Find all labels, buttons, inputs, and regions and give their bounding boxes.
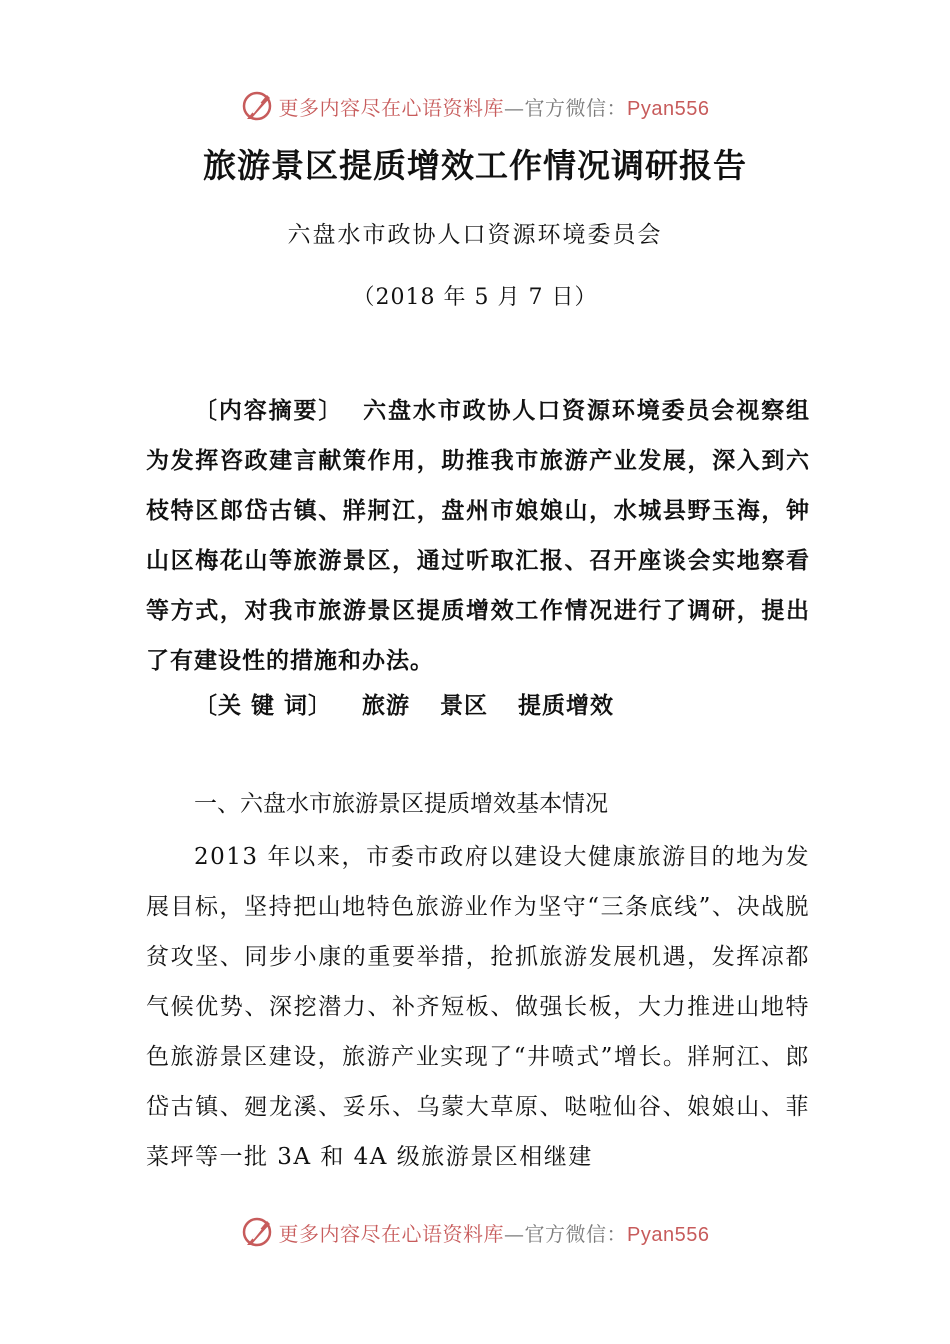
quill-logo-icon xyxy=(241,1215,275,1249)
watermark-id: Pyan556 xyxy=(627,1223,710,1246)
keyword-item: 旅游 xyxy=(362,692,411,719)
watermark-footer xyxy=(0,1212,950,1252)
watermark-dash: —官方微信： xyxy=(504,1221,628,1246)
watermark-text xyxy=(279,1218,710,1247)
document-title: 旅游景区提质增效工作情况调研报告 xyxy=(203,146,747,185)
watermark-header xyxy=(0,86,950,126)
keywords-line xyxy=(146,686,858,726)
document-date: （2018 年 5 月 7 日） xyxy=(352,285,598,310)
watermark-main: 更多内容尽在心语资料库 xyxy=(278,1221,505,1246)
section-paragraph: 2013 年以来，市委市政府以建设大健康旅游目的地为发展目标，坚持把山地特色旅游业作为坚守“三条底线”、决战脱贫攻坚、同步小康的重要举措，抢抓旅游发展机遇，发挥凉都气候优势、深挖潜力、补齐短板、做强长板，大力推进山地特色旅游景区建设，旅游产业实现了“井喷式”增长。牂牁江、郎岱古镇、𢌞龙溪、妥乐、乌蒙大草原、哒啦仙谷、娘娘山、菲菜坪等一批 3A 和 4A 级旅游景区相继建 xyxy=(146,844,810,1170)
abstract-text: 六盘水市政协人口资源环境委员会视察组为发挥咨政建言献策作用，助推我市旅游产业发展，深入到六枝特区郎岱古镇、牂牁江，盘州市娘娘山，水城县野玉海，钟山区梅花山等旅游景区，通过听取汇报、召开座谈会实地察看等方式，对我市旅游景区提质增效工作情况进行了调研，提出了有建设性的措施和办法。 xyxy=(146,397,811,674)
watermark-text xyxy=(279,92,710,121)
keywords-label: 〔关 键 词〕 xyxy=(194,692,333,719)
abstract-paragraph xyxy=(146,386,810,686)
abstract-label: 〔内容摘要〕 xyxy=(194,397,344,424)
watermark-dash: —官方微信： xyxy=(504,95,628,120)
quill-logo-icon xyxy=(241,89,275,123)
document-author: 六盘水市政协人口资源环境委员会 xyxy=(287,222,663,248)
keyword-item: 提质增效 xyxy=(518,692,615,719)
watermark-main: 更多内容尽在心语资料库 xyxy=(278,95,505,120)
watermark-id: Pyan556 xyxy=(627,97,710,120)
section-heading: 一、六盘水市旅游景区提质增效基本情况 xyxy=(194,791,608,817)
keyword-item: 景区 xyxy=(440,692,489,719)
